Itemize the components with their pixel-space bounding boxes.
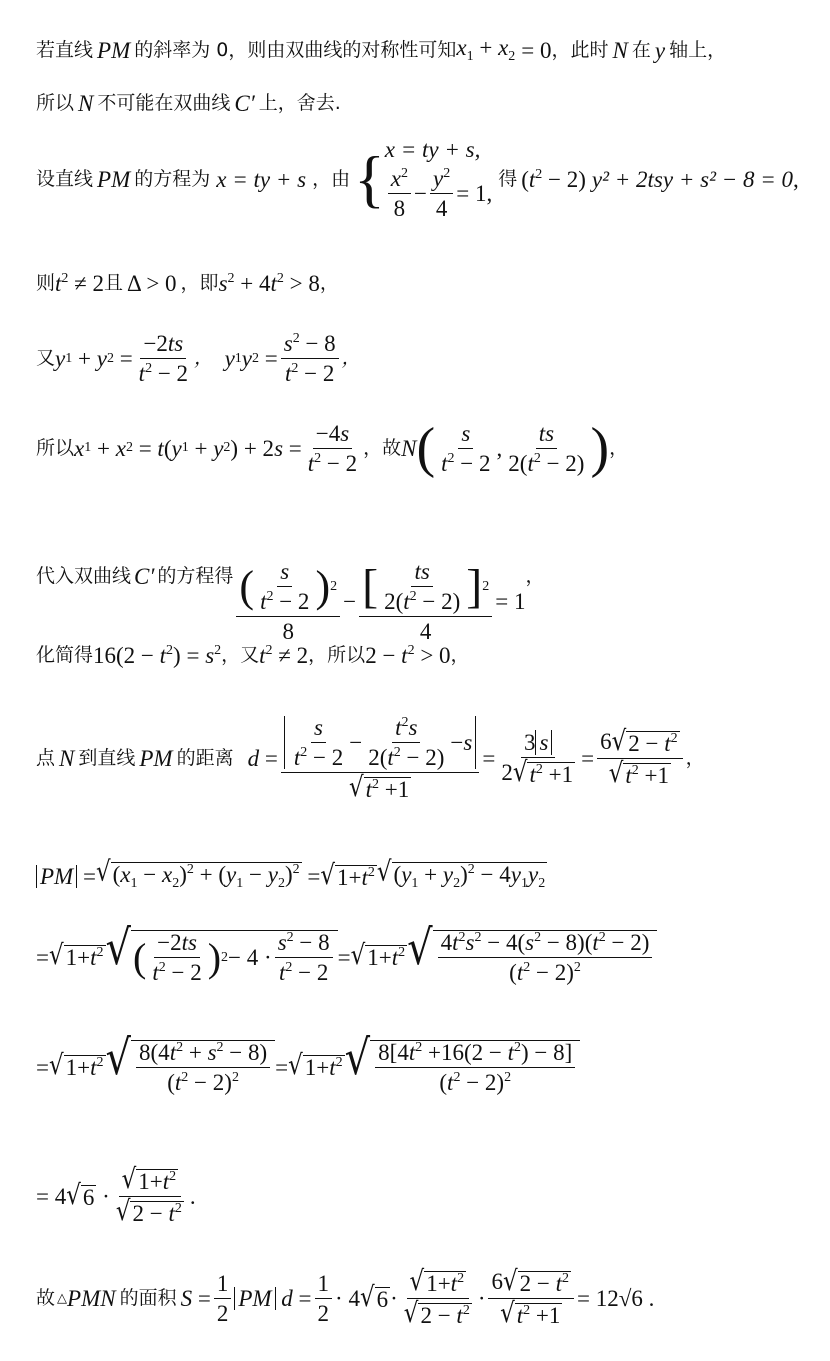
text: 的方程为 (134, 167, 211, 190)
equation-system (385, 138, 492, 220)
line-6: 所以 x 1 + x 2 = t ( y 1 + y 2 ) + 2 s = $\frac{-4s}{t^2 - 2}$ ，故 N ( $\frac{s}{t^2 - 2}$ , $\frac{ts}{2(t^2 - 2)}$ ) ， (36, 417, 629, 479)
math: C′ (234, 91, 255, 116)
math: $t^2 \ne 2$ (259, 643, 309, 668)
math-t2-minus-2: $(t^2 - 2)$ (521, 166, 586, 192)
math: Δ > 0 (127, 271, 177, 296)
system-eq-1: x = ty + s, (384, 137, 481, 162)
line-13 (36, 1164, 196, 1228)
text: 化简得 (36, 644, 94, 666)
line-14 (36, 1266, 655, 1330)
text: 且 (104, 272, 124, 294)
text: 上，舍去. (258, 92, 341, 114)
math: PMN (67, 1286, 116, 1311)
math: = 4 √ 6 · √ $1+t^2$ √ $2 - t^2$ . (36, 1164, 196, 1228)
line-2 (36, 92, 341, 115)
text: 设直线 (36, 167, 94, 190)
text: ，由 (312, 167, 351, 190)
text: 所以 (36, 92, 75, 114)
text: ，即 (180, 272, 219, 294)
text: 得 (498, 167, 518, 190)
math: PM (97, 37, 131, 63)
line-3: 设直线 PM 的方程为 x = ty + s ，由 { x = ty + s, $\frac{x^2}{8}$ − $\frac{y^2}{4}$ = 1, 得 $(t^2 - 2)$ y² + 2tsy + s² − 8 = 0 , (36, 137, 799, 221)
line-11 (36, 921, 657, 985)
math: = √ $1+t^2$ √ ( $\frac{-2ts}{t^2 - 2}$ ) 2 − 4 · $\frac{s^2 - 8}{t^2 - 2}$ = √ $1+t^2$ √ $\frac{4t^2s^2 - 4(s^2 - 8)(t^2 - 2)}{(t^2 - 2)^2}$ (36, 930, 657, 984)
text: 故 (36, 1287, 56, 1309)
math: $t^2 \ne 2$ (55, 271, 105, 296)
text: ，又 (221, 644, 260, 666)
math-point-n: N ( $\frac{s}{t^2 - 2}$ , $\frac{ts}{2(t^2 - 2)}$ ) (401, 417, 610, 479)
system-eq-2: $\frac{x^2}{8}$ − $\frac{y^2}{4}$ = 1, (385, 167, 492, 220)
text: 的斜率为 0，则由双曲线的对称性可知 (134, 38, 457, 61)
math: C′ (134, 564, 155, 589)
line-1 (36, 36, 726, 64)
math: y² + 2tsy + s² − 8 = 0 (591, 166, 794, 192)
text: 又 (36, 347, 56, 369)
math: $2 - t^2 > 0$ (365, 643, 451, 668)
math-distance: d = $\frac{s}{t^2 - 2}$ − $\frac{t^2s}{2(t^2 - 2)}$ − s √ $t^2 +1$ = 3 s 2 √ $t^2 +1$ = 6 √ $2 - t^2$ √ $t^2 +1$ (248, 716, 686, 801)
text: ，所以 (308, 644, 366, 666)
math: N (59, 746, 75, 771)
text: 所以 (36, 436, 75, 459)
math: ( $\frac{s}{t^2 - 2}$ ) 2 8 − [ $\frac{ts}{2(t^2 - 2)}$ ] 2 4 = 1 (233, 560, 525, 643)
text: 代入双曲线 (36, 565, 132, 587)
line-5 (36, 332, 361, 385)
text: 不可能在双曲线 (97, 92, 231, 114)
math: PM (97, 166, 131, 192)
math: $s^2 + 4t^2 > 8$ (218, 271, 320, 296)
area-result: = 12√6 (577, 1286, 643, 1311)
math: x = ty + s (216, 166, 307, 192)
text: ，此时 (551, 38, 609, 61)
text: 轴上， (669, 38, 727, 61)
math: N (612, 37, 628, 63)
math: x 1 + x 2 = t ( y 1 + y 2 ) + 2 s = $\frac{-4s}{t^2 - 2}$ (74, 420, 358, 476)
text: 的面积 (119, 1287, 177, 1309)
math: $16(2 - t^2) = s^2$ (93, 643, 222, 668)
line-12 (36, 1031, 580, 1095)
math-x1-plus-x2: $x_1 + x_2$ (456, 35, 516, 64)
triangle-symbol: △ (57, 1291, 68, 1306)
line-4: 则 $t^2 \ne 2$ 且 Δ > 0 ，即 $s^2 + 4t^2 > 8$ ， (36, 271, 339, 296)
text: 的方程得 (157, 565, 234, 587)
text: ，故 (363, 436, 402, 459)
text: 到直线 (78, 747, 136, 769)
text: 点 (36, 747, 56, 769)
math: y 1 + y 2 = $\frac{-2ts}{t^2 - 2}$ ， y 1 y 2 = $\frac{s^2 - 8}{t^2 - 2}$ ， (55, 331, 361, 386)
line-10 (36, 856, 547, 891)
text: 若直线 (36, 38, 94, 61)
math-area: S = $\frac{1}{2}$ PM d = $\frac{1}{2}$ · 4 √ 6 · √ $1+t^2$ √ $2 - t^2$ · 6 √ $2 - t^2$ √ $t^2 +1$ = 12√6 . (180, 1266, 655, 1330)
text: 在 (631, 38, 651, 61)
math-pm-length: PM = √ $(x_1 - x_2)^2 + (y_1 - y_2)^2$ = √ $1+t^2$ √ $(y_1 + y_2)^2 - 4y_1y_2$ (36, 862, 547, 891)
math: y (654, 37, 666, 63)
line-8: 化简得 $16(2 - t^2) = s^2$ ，又 $t^2 \ne 2$ ，所以 $2 - t^2 > 0$ ， (36, 643, 470, 668)
text: 则 (36, 272, 56, 294)
text: 的距离 (176, 747, 234, 769)
system-brace: { (354, 143, 385, 214)
line-9: 点 N 到直线 PM 的距离 d = $\frac{s}{t^2 - 2}$ − $\frac{t^2s}{2(t^2 - 2)}$ − s √ $t^2 +1$ = 3 s 2 √ $t^2 +1$ = 6 √ $2 - t^2$ √ $t^2 +1$ ， (36, 715, 705, 804)
math: = √ $1+t^2$ √ $\frac{8(4t^2 + s^2 - 8)}{(t^2 - 2)^2}$ = √ $1+t^2$ √ $\frac{8[4t^2 +16(2 - t^2) - 8]}{(t^2 - 2)^2}$ (36, 1040, 580, 1094)
line-7: 代入双曲线 C′ 的方程得 ( $\frac{s}{t^2 - 2}$ ) 2 8 − [ $\frac{ts}{2(t^2 - 2)}$ ] 2 4 = 1 ， (36, 559, 545, 644)
math: PM (139, 746, 173, 771)
math: = 0 (521, 37, 552, 63)
math: N (78, 91, 94, 116)
